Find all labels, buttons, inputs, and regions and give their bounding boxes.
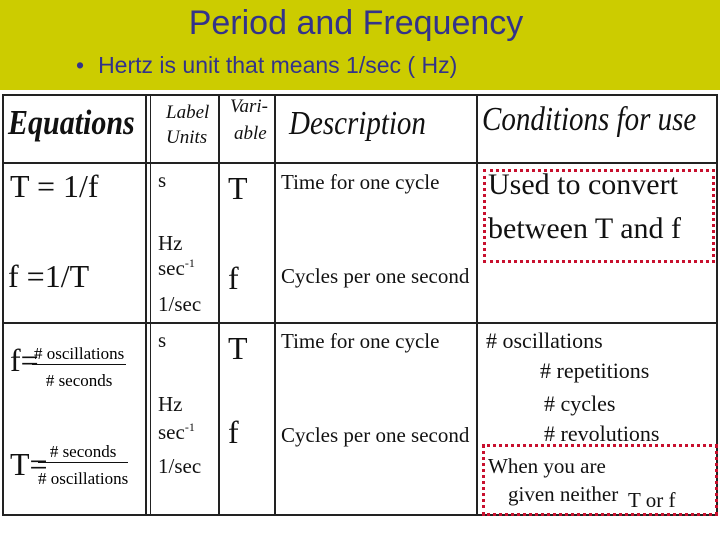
condition-given-3: T or f <box>628 488 676 512</box>
condition-given-1: When you are <box>488 454 606 478</box>
grid-line <box>2 322 718 324</box>
grid-line <box>2 94 4 514</box>
grid-line <box>218 94 220 514</box>
bullet-dot-icon: • <box>76 52 85 78</box>
unit-frequency-sec <box>158 420 195 445</box>
unit-frequency-per-sec: 1/sec <box>158 454 202 478</box>
condition-convert-1: Used to convert <box>488 168 678 201</box>
description-frequency: Cycles per one second <box>281 423 470 447</box>
condition-list-item: # cycles <box>544 391 616 416</box>
grid-line <box>476 94 478 514</box>
equation-frequency-lhs: f= <box>10 342 39 378</box>
variable-frequency: f <box>228 414 239 450</box>
condition-given-2: given neither <box>508 482 619 506</box>
fraction-numerator: # seconds <box>38 442 128 463</box>
fraction-frequency <box>32 344 126 391</box>
bullet-text: Hertz is unit that means 1/sec ( Hz) <box>98 52 458 78</box>
description-period: Time for one cycle <box>281 329 440 353</box>
unit-frequency-hz: Hz <box>158 392 183 416</box>
description-frequency: Cycles per one second <box>281 264 470 288</box>
unit-sec-exponent: -1 <box>184 256 195 270</box>
header-variable-1: Vari- <box>230 96 268 117</box>
slide-header <box>0 0 720 90</box>
description-period: Time for one cycle <box>281 170 440 194</box>
fraction-numerator: # oscillations <box>34 344 125 363</box>
fraction-period <box>38 442 128 489</box>
unit-period: s <box>158 328 167 352</box>
condition-list-item: # repetitions <box>540 358 650 383</box>
variable-period: T <box>228 330 248 366</box>
header-conditions: Conditions for use <box>482 101 697 138</box>
grid-line <box>150 94 151 514</box>
unit-sec-exponent: -1 <box>184 420 195 434</box>
header-description: Description <box>289 105 426 142</box>
unit-frequency-sec <box>158 256 195 281</box>
grid-line <box>2 162 718 164</box>
grid-line <box>145 94 147 514</box>
slide-title: Period and Frequency <box>188 4 524 42</box>
grid-line <box>2 94 718 96</box>
header-equations: Equations <box>8 104 135 142</box>
bullet-point <box>76 52 457 78</box>
condition-convert-2: between T and f <box>488 212 681 245</box>
unit-frequency-per-sec: 1/sec <box>158 292 202 316</box>
grid-line <box>274 94 276 514</box>
equation-frequency: f =1/T <box>8 258 90 294</box>
condition-list-item: # revolutions <box>544 421 660 446</box>
equation-period-lhs: T= <box>10 446 48 482</box>
unit-period: s <box>158 168 167 192</box>
unit-frequency-hz: Hz <box>158 231 183 255</box>
unit-sec-text: sec <box>158 420 185 444</box>
equation-period: T = 1/f <box>10 168 99 204</box>
header-variable-2: able <box>234 123 267 144</box>
unit-sec-text: sec <box>158 256 185 280</box>
condition-list-item: # oscillations <box>486 328 603 353</box>
fraction-denominator: # seconds <box>45 371 113 390</box>
header-units: Units <box>166 127 208 148</box>
header-label: Label <box>166 102 210 123</box>
variable-frequency: f <box>228 260 239 296</box>
fraction-denominator: # oscillations <box>38 469 129 488</box>
variable-period: T <box>228 170 248 206</box>
